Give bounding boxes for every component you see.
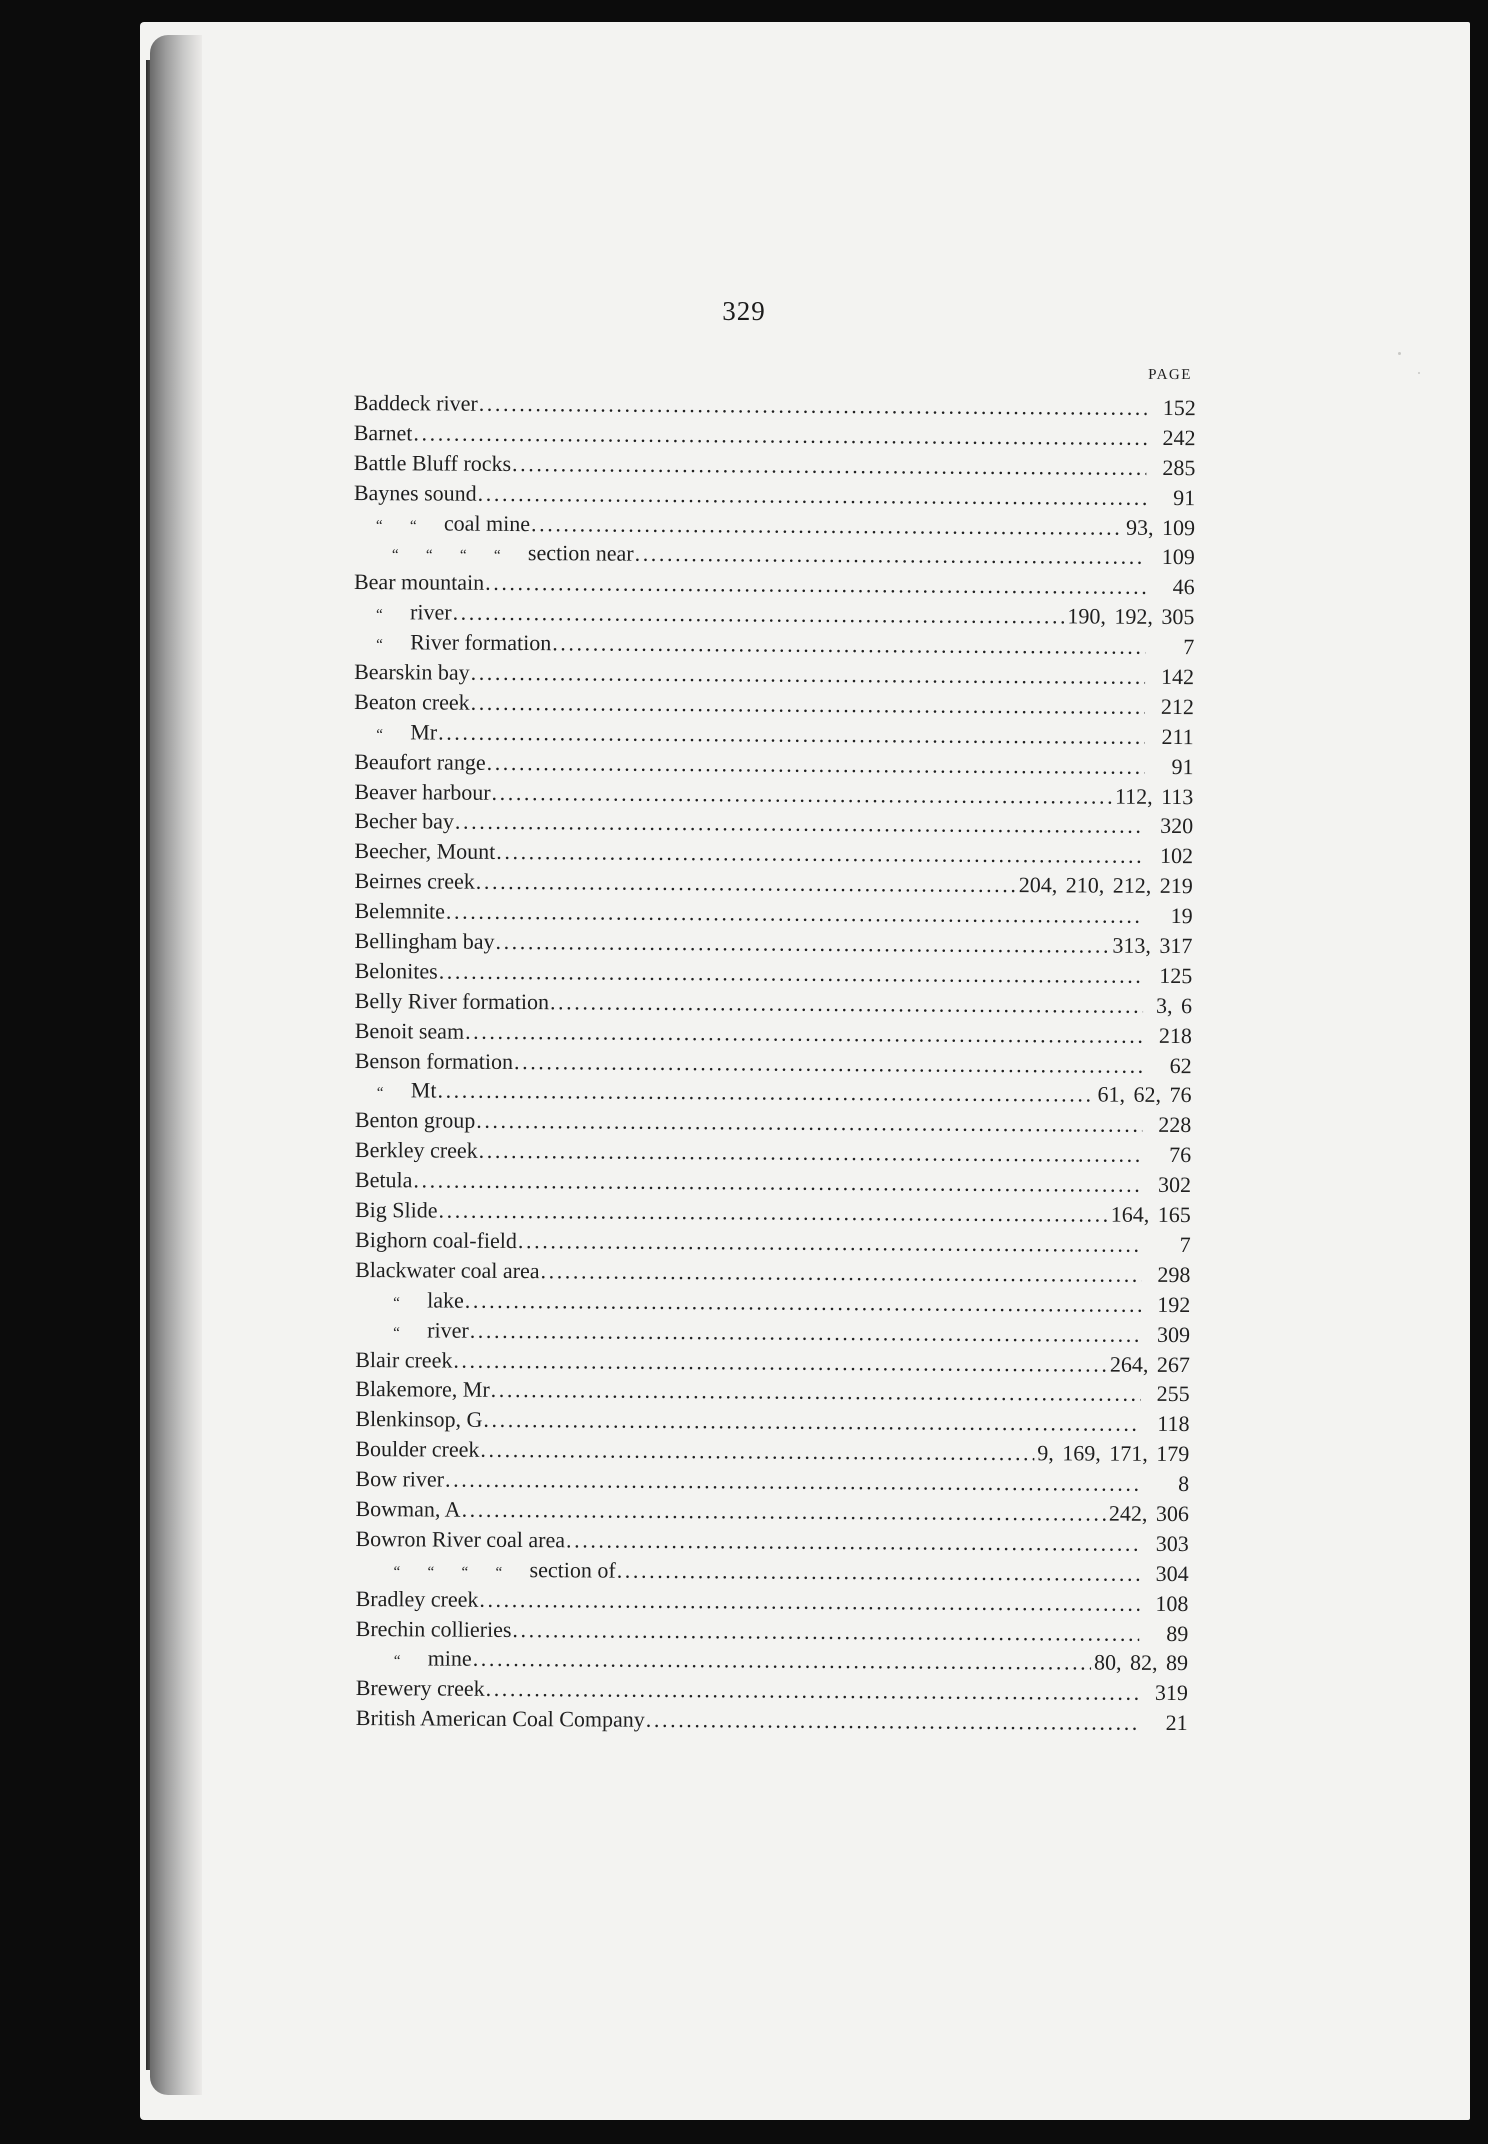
entry-label: Bearskin bay — [354, 659, 470, 685]
entry-page-refs: 242 — [1162, 424, 1196, 451]
entry-page-refs: 142 — [1161, 663, 1195, 690]
ditto-mark: “ — [461, 1564, 469, 1581]
index-entries — [346, 390, 1196, 1740]
dot-leader — [413, 1168, 1142, 1198]
entry-page-refs: 302 — [1157, 1172, 1192, 1198]
entry-page-refs: 21 — [1165, 1710, 1188, 1736]
dot-leader — [471, 660, 1146, 690]
entry-page-refs: 112, 113 — [1114, 783, 1194, 809]
ditto-mark: “ — [376, 726, 383, 743]
dot-leader — [453, 600, 1065, 630]
entry-page-refs: 152 — [1162, 394, 1196, 421]
page-column-header: PAGE — [1148, 366, 1192, 384]
dot-leader — [439, 958, 1144, 988]
dot-leader — [479, 391, 1147, 421]
entry-page-refs: 8 — [1178, 1471, 1190, 1497]
entry-page-refs: 218 — [1158, 1022, 1192, 1048]
dot-leader — [465, 1018, 1143, 1048]
ditto-mark: “ — [495, 1564, 503, 1581]
ditto-mark: “ — [376, 607, 383, 624]
entry-page-refs: 264, 267 — [1109, 1351, 1190, 1377]
entry-label: British American Coal Company — [355, 1705, 645, 1732]
entry-page-refs: 192 — [1157, 1291, 1191, 1317]
dot-leader — [487, 750, 1145, 780]
entry-page-refs: 285 — [1162, 454, 1196, 480]
entry-page-refs: 242, 306 — [1108, 1500, 1190, 1527]
dot-leader — [617, 1557, 1140, 1586]
page-number: 329 — [722, 296, 766, 326]
dot-leader — [566, 1527, 1140, 1557]
dot-leader — [540, 1258, 1141, 1288]
entry-page-refs: 319 — [1154, 1680, 1188, 1706]
ditto-mark: “ — [409, 517, 417, 534]
entry-label: Benton group — [354, 1107, 476, 1134]
entry-page-refs: 76 — [1169, 1142, 1192, 1168]
dot-leader — [491, 779, 1112, 809]
dot-leader — [476, 869, 1016, 898]
entry-page-refs: 7 — [1179, 1231, 1191, 1258]
dot-leader — [479, 1586, 1139, 1616]
entry-label: river — [427, 1317, 469, 1343]
dot-leader — [531, 511, 1123, 541]
dot-leader — [512, 451, 1146, 481]
entry-label: river — [410, 599, 452, 625]
index-list — [346, 362, 1196, 1740]
entry-page-refs: 62 — [1169, 1052, 1192, 1078]
entry-page-refs: 93, 109 — [1125, 514, 1196, 540]
ditto-mark: “ — [391, 547, 399, 564]
entry-label: Mr — [410, 719, 438, 745]
dot-leader — [496, 839, 1144, 869]
entry-page-refs: 309 — [1157, 1321, 1191, 1347]
entry-label: mine — [427, 1645, 472, 1672]
ditto-mark: “ — [427, 1564, 435, 1581]
entry-label: Bighorn coal-field — [355, 1226, 518, 1253]
ditto-mark: “ — [393, 1294, 400, 1312]
ditto-mark: “ — [376, 1085, 384, 1102]
ditto-mark: “ — [393, 1563, 401, 1581]
book-binding-gutter — [150, 35, 202, 2095]
entry-page-refs: 108 — [1155, 1590, 1189, 1616]
entry-label: Blakemore, Mr — [355, 1376, 490, 1403]
entry-label: section of — [529, 1556, 616, 1583]
entry-page-refs: 46 — [1172, 574, 1195, 600]
dot-leader — [446, 899, 1144, 929]
entry-page-refs: 91 — [1173, 484, 1196, 510]
entry-label: lake — [427, 1287, 464, 1313]
entry-label: Belemnite — [354, 898, 446, 924]
dot-leader — [413, 420, 1146, 450]
entry-page-refs: 9, 169, 171, 179 — [1037, 1440, 1190, 1467]
dot-leader — [512, 1617, 1139, 1647]
dot-leader — [495, 929, 1109, 959]
entry-page-refs: 102 — [1159, 843, 1194, 869]
entry-page-refs: 298 — [1157, 1261, 1191, 1287]
entry-label: Benson formation — [354, 1047, 514, 1074]
dot-leader — [455, 809, 1144, 839]
dot-leader — [550, 989, 1143, 1019]
dot-leader — [485, 570, 1146, 600]
entry-label: Beecher, Mount — [354, 838, 496, 865]
entry-label: Beirnes creek — [354, 868, 475, 894]
dot-leader — [514, 1049, 1143, 1079]
dot-leader — [473, 1646, 1091, 1676]
dot-leader — [438, 1198, 1107, 1228]
entry-page-refs: 212 — [1160, 693, 1194, 720]
entry-page-refs: 255 — [1156, 1381, 1190, 1407]
dot-leader — [453, 1347, 1107, 1377]
entry-label: Belly River formation — [354, 987, 550, 1015]
entry-page-refs: 211 — [1161, 723, 1194, 749]
entry-page-refs: 109 — [1161, 544, 1195, 570]
dot-leader — [518, 1228, 1142, 1258]
dot-leader — [465, 1287, 1142, 1317]
ditto-mark: “ — [393, 1324, 400, 1341]
dot-leader — [479, 1138, 1143, 1168]
entry-page-refs: 164, 165 — [1110, 1201, 1191, 1228]
entry-page-refs: 91 — [1171, 753, 1194, 779]
entry-label: Big Slide — [354, 1197, 438, 1223]
dot-leader — [438, 719, 1145, 749]
entry-label: Beaton creek — [354, 688, 470, 715]
entry-page-refs: 80, 82, 89 — [1093, 1649, 1189, 1676]
entry-label: Brechin collieries — [355, 1615, 512, 1642]
entry-label: Betula — [354, 1167, 413, 1193]
entry-page-refs: 3, 6 — [1156, 992, 1193, 1018]
entry-page-refs: 320 — [1160, 813, 1194, 839]
entry-label: Mt — [410, 1077, 437, 1104]
dot-leader — [445, 1467, 1140, 1497]
entry-label: Baddeck river — [353, 389, 478, 416]
dot-leader — [483, 1407, 1140, 1437]
dot-leader — [462, 1497, 1107, 1527]
entry-label: Blair creek — [355, 1346, 453, 1373]
dot-leader — [470, 1317, 1141, 1347]
entry-page-refs: 61, 62, 76 — [1097, 1082, 1192, 1108]
entry-label: Beaver harbour — [354, 778, 491, 805]
entry-page-refs: 190, 192, 305 — [1067, 603, 1195, 630]
index-entry — [346, 1705, 1188, 1740]
entry-page-refs: 125 — [1159, 962, 1193, 989]
entry-label: Blackwater coal area — [355, 1256, 540, 1283]
dot-leader — [471, 690, 1145, 720]
entry-page-refs: 7 — [1183, 634, 1195, 660]
entry-label: Battle Bluff rocks — [353, 449, 512, 476]
entry-label: Blenkinsop, G — [355, 1406, 483, 1433]
ditto-mark: “ — [376, 637, 383, 654]
entry-label: Bowron River coal area — [355, 1525, 566, 1553]
dot-leader — [480, 1437, 1034, 1466]
ditto-mark: “ — [493, 548, 501, 565]
entry-page-refs: 19 — [1170, 903, 1193, 929]
entry-label: Brewery creek — [355, 1675, 485, 1702]
entry-label: coal mine — [443, 510, 531, 536]
entry-page-refs: 89 — [1166, 1620, 1189, 1646]
dot-leader — [646, 1707, 1139, 1736]
dot-leader — [476, 1108, 1142, 1138]
dot-leader — [491, 1377, 1141, 1407]
entry-page-refs: 204, 210, 212, 219 — [1018, 872, 1193, 899]
entry-label: Bear mountain — [353, 569, 485, 596]
paper-speck — [1398, 352, 1401, 355]
ditto-mark: “ — [459, 548, 467, 565]
entry-label: Bradley creek — [355, 1585, 479, 1612]
entry-label: Beaufort range — [354, 748, 486, 775]
entry-label: Belonites — [354, 957, 438, 984]
entry-label: Bow river — [355, 1466, 445, 1492]
entry-label: Bellingham bay — [354, 928, 495, 954]
entry-label: Boulder creek — [355, 1436, 480, 1462]
entry-label: Becher bay — [354, 808, 455, 835]
dot-leader — [486, 1676, 1139, 1706]
entry-page-refs: 228 — [1158, 1112, 1192, 1138]
entry-label: Barnet — [353, 419, 413, 446]
ditto-mark: “ — [393, 1653, 401, 1670]
entry-page-refs: 313, 317 — [1112, 932, 1193, 959]
entry-label: Bowman, A — [355, 1495, 461, 1522]
entry-label: Baynes sound — [353, 479, 477, 506]
entry-label: section near — [527, 540, 634, 567]
entry-label: River formation — [410, 629, 552, 656]
dot-leader — [552, 630, 1145, 660]
dot-leader — [437, 1078, 1094, 1108]
entry-page-refs: 304 — [1155, 1560, 1189, 1586]
entry-label: Benoit seam — [354, 1017, 465, 1044]
ditto-mark: “ — [375, 517, 383, 534]
ditto-mark: “ — [425, 547, 433, 564]
entry-page-refs: 303 — [1155, 1530, 1189, 1556]
paper-speck — [1418, 372, 1420, 374]
dot-leader — [478, 480, 1147, 510]
entry-page-refs: 118 — [1157, 1411, 1190, 1437]
entry-label: Berkley creek — [354, 1137, 478, 1164]
dot-leader — [635, 541, 1146, 570]
